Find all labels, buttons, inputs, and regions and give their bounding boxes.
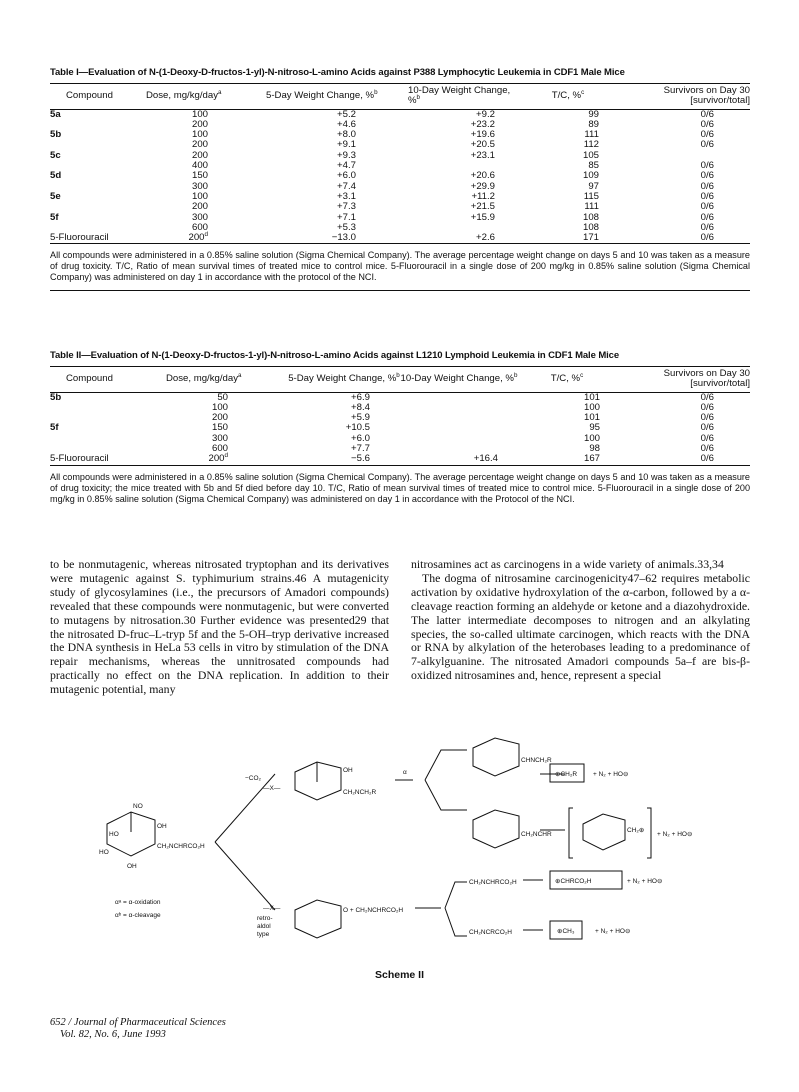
label-oh-3: OH	[343, 767, 353, 774]
table-row	[50, 392, 750, 403]
table-cell: +4.7	[337, 160, 356, 172]
table-cell	[50, 403, 146, 413]
lower-ring	[295, 900, 341, 938]
header-10day: 10-Day Weight Change, %$^b$	[400, 371, 518, 385]
table-cell: 100	[191, 108, 208, 120]
table-1-title: Table I—Evaluation of N-(1-Deoxy-D-fructos-1-yl)-N-nitroso-L-amino Acids against P388 Lymphocytic Leukemia in CDF1 Male Mice	[50, 67, 625, 78]
table-cell: +4.6	[337, 118, 356, 130]
table-cell: 98	[589, 443, 600, 455]
table-cell: 0/6	[700, 232, 714, 244]
table-cell	[400, 413, 518, 423]
table-cell: 0/6	[700, 432, 714, 444]
header-10day: 10-Day Weight Change, %$^b$	[408, 85, 511, 107]
table-cell: 167	[583, 453, 600, 465]
label-ho: HO	[109, 831, 119, 838]
table-cell: +11.2	[471, 190, 495, 202]
table-row	[50, 223, 750, 233]
table-cell: 150	[211, 422, 228, 434]
table-2	[50, 366, 750, 466]
table-cell: 101	[583, 412, 600, 424]
header-survivors: Survivors on Day 30 [survivor/total]	[663, 368, 750, 390]
left-column	[50, 558, 389, 697]
table-cell: +23.1	[470, 149, 495, 161]
right-paragraph-1: nitrosamines act as carcinogens in a wide variety of animals.33,34	[411, 557, 724, 571]
table-cell	[50, 140, 146, 150]
label-ch2nchrco2h-2: CH₂NCRCO₂H	[469, 929, 512, 936]
table-cell: 105	[582, 149, 599, 161]
table-cell: +7.4	[337, 180, 356, 192]
table-cell: +15.9	[470, 211, 495, 223]
label-alpha-a: α	[403, 769, 407, 776]
scheme-caption: Scheme II	[374, 969, 425, 981]
table-row	[50, 161, 750, 171]
table-cell: 100	[191, 129, 208, 141]
label-n2-2: + N₂ + HO⊖	[657, 831, 693, 838]
label-oh-2: OH	[127, 863, 137, 870]
table-cell: 109	[582, 170, 599, 182]
table-cell: −13.0	[331, 232, 356, 244]
table-cell: 0/6	[700, 211, 714, 223]
upper-intermediate-ring	[295, 762, 341, 800]
label-ch2nch2r: CH₂NCH₂R	[343, 789, 377, 796]
top-right-ring	[473, 738, 519, 776]
header-5day: 5-Day Weight Change, %$^b$	[266, 88, 378, 102]
table-cell: 0/6	[700, 401, 714, 413]
branch-line-lower	[215, 842, 275, 910]
table-cell: +5.2	[337, 108, 356, 120]
table-cell: 600	[191, 221, 208, 233]
table-cell: +23.2	[470, 118, 495, 130]
table-cell: 101	[583, 391, 600, 403]
table-row	[50, 120, 750, 130]
table-2-block	[50, 350, 750, 505]
table-cell: 0/6	[700, 190, 714, 202]
table-cell: 0/6	[700, 422, 714, 434]
table-cell: 300	[211, 432, 228, 444]
table-cell: +2.6	[476, 232, 495, 244]
table-cell	[408, 223, 523, 233]
table-cell: 111	[584, 201, 599, 213]
table-cell: +7.1	[337, 211, 356, 223]
table-cell: 0/6	[700, 180, 714, 192]
table-cell: +6.0	[337, 170, 356, 182]
table-cell: +3.1	[337, 190, 356, 202]
label-o-plus: O + CH₂NCHRCO₂H	[343, 907, 404, 914]
table-cell: +20.5	[470, 139, 495, 151]
table-cell: 99	[588, 108, 599, 120]
table-cell: 0/6	[700, 221, 714, 233]
footer-volume: Vol. 82, No. 6, June 1993	[60, 1029, 166, 1040]
table-cell: 97	[588, 180, 599, 192]
table-cell: +21.5	[470, 201, 495, 213]
table-cell	[613, 151, 750, 161]
table-cell: 100	[583, 401, 600, 413]
header-survivors: Survivors on Day 30 [survivor/total]	[663, 85, 750, 107]
table-1-block	[50, 67, 750, 291]
label-n2-1: + N₂ + HO⊖	[593, 771, 629, 778]
table-row	[50, 423, 750, 433]
table-cell: +9.3	[337, 149, 356, 161]
table-row	[50, 192, 750, 202]
table-2-header-row	[50, 367, 750, 393]
table-row	[50, 403, 750, 413]
header-dose: Dose, mg/kg/day$^a$	[146, 88, 222, 102]
table-cell: +6.9	[351, 391, 370, 403]
table-cell: 0/6	[700, 391, 714, 403]
header-compound: Compound	[66, 373, 113, 385]
table-2-footnote: All compounds were administered in a 0.85% saline solution (Sigma Chemical Company). The average percentage weight change on days 5 and 10 was taken as a measure of drug toxicity; the mice treated with 5b and 5f died before day 10. T/C, Ratio of mean survival times of treated mice to control mice. 5-Fluorouracil in a single dose of 200 mg/kg in 0.85% saline solution (Sigma Chemical Company) was administered on day 1 in accordance with the Protocol of the NCI.	[50, 471, 750, 504]
table-cell: 112	[583, 139, 599, 151]
table-cell: −5.6	[351, 453, 370, 465]
table-cell	[50, 161, 146, 171]
table-cell: 171	[582, 232, 599, 244]
table-1-body	[50, 109, 750, 244]
table-row	[50, 109, 750, 120]
table-cell: 200	[191, 149, 208, 161]
table-cell: 5-Fluorouracil	[50, 453, 109, 465]
page-footer	[50, 1017, 226, 1041]
legend-alpha-oxidation: αᵃ = α-oxidation	[115, 899, 161, 906]
table-cell: +5.9	[351, 412, 370, 424]
table-cell: 200$^d$	[208, 452, 228, 465]
table-cell: 111	[584, 129, 599, 141]
label-x-2: —X—	[263, 905, 281, 912]
table-cell	[50, 434, 146, 444]
table-cell	[400, 423, 518, 433]
table-cell	[400, 403, 518, 413]
header-5day: 5-Day Weight Change, %$^b$	[288, 371, 400, 385]
table-cell: 5b	[50, 129, 62, 141]
label-oh: OH	[157, 823, 167, 830]
table-cell: +8.4	[351, 401, 370, 413]
label-type: type	[257, 931, 270, 938]
table-cell: 108	[582, 221, 599, 233]
body-text	[50, 558, 750, 697]
table-cell: +29.9	[470, 180, 495, 192]
table-cell	[400, 392, 518, 403]
right-column	[411, 558, 750, 697]
table-2-title: Table II—Evaluation of N-(1-Deoxy-D-fructos-1-yl)-N-nitroso-L-amino Acids against L1210 Lymphoid Leukemia in CDF1 Male Mice	[50, 350, 620, 361]
header-dose: Dose, mg/kg/day$^a$	[166, 371, 242, 385]
table-cell: +16.4	[473, 453, 498, 465]
table-cell: 0/6	[700, 443, 714, 455]
label-ch2nchr: CH₂NCHR	[521, 831, 552, 838]
table-cell: +8.0	[337, 129, 356, 141]
table-cell: 0/6	[700, 201, 714, 213]
table-cell: +20.6	[470, 170, 495, 182]
table-cell: 400	[191, 160, 208, 172]
table-row	[50, 444, 750, 454]
label-ch2r-cation: ⊕CH₂R	[555, 771, 578, 778]
label-retro: retro-	[257, 915, 273, 922]
table-cell: 95	[589, 422, 600, 434]
table-cell	[400, 434, 518, 444]
table-cell	[50, 182, 146, 192]
table-cell: 0/6	[700, 108, 714, 120]
table-cell: 200	[191, 118, 208, 130]
table-cell: +7.3	[337, 201, 356, 213]
table-cell: 200	[191, 201, 208, 213]
table-cell	[50, 120, 146, 130]
label-ch2-cation: CH₂⊕	[627, 827, 645, 834]
table-row	[50, 171, 750, 181]
table-cell	[50, 202, 146, 212]
table-cell	[50, 413, 146, 423]
table-cell: 5e	[50, 190, 61, 202]
label-ch2ncher: CHNCH₂R	[521, 757, 552, 764]
table-1	[50, 83, 750, 244]
table-cell: +19.6	[470, 129, 495, 141]
table-row	[50, 140, 750, 150]
label-x: —X—	[263, 785, 281, 792]
table-cell: 0/6	[700, 160, 714, 172]
table-cell: 100	[583, 432, 600, 444]
label-n2-4: + N₂ + HO⊖	[595, 928, 631, 935]
table-row	[50, 213, 750, 223]
table-cell: 5d	[50, 170, 62, 182]
table-row	[50, 130, 750, 140]
legend-alpha-cleavage: αᵇ = α-cleavage	[115, 912, 161, 919]
table-cell: +6.0	[351, 432, 370, 444]
table-1-footnote: All compounds were administered in a 0.85% saline solution (Sigma Chemical Company). The average percentage weight change on days 5 and 10 was taken as a measure of drug toxicity. T/C, Ratio of mean survival times of treated mice to control mice. 5-Fluorouracil in a single dose of 200 mg/kg in 0.85% saline solution (Sigma Chemical Company) was administered on day 1 in accordance with the protocol of the NCI.	[50, 250, 750, 291]
table-row	[50, 202, 750, 212]
table-cell: 200	[211, 412, 228, 424]
label-minus-co2: −CO₂	[245, 775, 262, 782]
table-cell: 100	[211, 401, 228, 413]
header-tc: T/C, %$^c$	[551, 88, 585, 102]
table-row	[50, 182, 750, 192]
label-aldol: aldol	[257, 923, 271, 930]
table-cell: 200	[191, 139, 208, 151]
table-cell: 89	[588, 118, 599, 130]
table-cell: 50	[217, 391, 228, 403]
table-cell: 0/6	[700, 453, 714, 465]
branch-split-upper	[425, 750, 467, 780]
table-row	[50, 454, 750, 465]
header-tc: T/C, %$^c$	[550, 371, 584, 385]
table-cell: 5a	[50, 108, 61, 120]
table-cell: 0/6	[700, 118, 714, 130]
table-row	[50, 151, 750, 161]
table-cell: 300	[191, 211, 208, 223]
header-compound: Compound	[66, 90, 113, 102]
table-cell: +7.7	[351, 443, 370, 455]
table-cell: 0/6	[700, 129, 714, 141]
table-cell: 150	[191, 170, 208, 182]
table-cell: +9.1	[337, 139, 356, 151]
branch-split-lower	[425, 780, 467, 810]
table-cell: 600	[211, 443, 228, 455]
table-cell: 100	[191, 190, 208, 202]
table-cell: 0/6	[700, 170, 714, 182]
table-cell: +5.3	[337, 221, 356, 233]
scheme-2-diagram	[95, 732, 715, 990]
label-n2-3: + N₂ + HO⊖	[627, 878, 663, 885]
table-row	[50, 413, 750, 423]
table-cell: 5f	[50, 211, 59, 223]
table-cell: 200$^d$	[188, 230, 208, 244]
label-ho-2: HO	[99, 849, 109, 856]
label-ch2nchrco2h: CH₂NCHRCO₂H	[469, 879, 517, 886]
label-substituent: CH₂NCHRCO₂H	[157, 843, 205, 850]
table-cell	[408, 161, 523, 171]
footer-journal: 652 / Journal of Pharmaceutical Sciences	[50, 1017, 226, 1028]
label-no: NO	[133, 803, 143, 810]
table-cell: 115	[583, 190, 599, 202]
table-cell: 0/6	[700, 139, 714, 151]
mid-right-ring	[473, 810, 519, 848]
split-lower-2	[445, 908, 467, 936]
label-ch3-cation: ⊕CH₃	[557, 928, 575, 935]
table-row	[50, 434, 750, 444]
table-cell: 300	[191, 180, 208, 192]
table-cell	[400, 444, 518, 454]
table-cell: 5b	[50, 391, 62, 403]
table-cell: 5-Fluorouracil	[50, 232, 109, 244]
table-cell: 5f	[50, 422, 59, 434]
right-paragraph-2: The dogma of nitrosamine carcinogenicity47–62 requires metabolic activation by oxidative hydroxylation of the α-carbon, followed by a α-cleavage reaction forming an aldehyde or ketone and a diazohydroxide. The latter intermediate decomposes to nitrogen and an alkylating species, the so-called ultimate carcinogen, which reacts with the DNA or RNA by alkylation of the heterobases leading to a predominance of 7-alkylguanine. The nitrosated Amadori compounds 5a–f are bis-β-oxidized nitrosamines and, hence, represent a special	[411, 570, 750, 683]
table-row	[50, 233, 750, 244]
table-cell: +9.2	[476, 108, 495, 120]
label-chrco2h-cation: ⊕CHRCO₂H	[555, 878, 592, 885]
table-2-body	[50, 392, 750, 465]
table-cell: 5c	[50, 149, 61, 161]
left-paragraph: to be nonmutagenic, whereas nitrosated tryptophan and its derivatives were mutagenic against S. typhimurium strains.46 A mutagenicity study of glycosylamines (i.e., the precursors of Amadori compounds) revealed that these compounds were nonmutagenic, but were converted to mutagens by nitrosation.30 Further evidence was presented29 that the nitrosated D-fruc–L-tryp 5f and the 5-OH–tryp derivative increased the DNA synthesis in HeLa 53 cells in vitro by stimulation of the DNA repair mechanisms, whereas the unnitrosated compounds had practically no effect on the DNA replication. In addition to their mutagenic potential, many	[50, 557, 389, 697]
table-cell: 85	[588, 160, 599, 172]
table-cell: 0/6	[700, 412, 714, 424]
table-1-header-row	[50, 84, 750, 110]
table-cell: +10.5	[345, 422, 370, 434]
split-upper-2	[445, 882, 467, 908]
table-cell: 108	[582, 211, 599, 223]
